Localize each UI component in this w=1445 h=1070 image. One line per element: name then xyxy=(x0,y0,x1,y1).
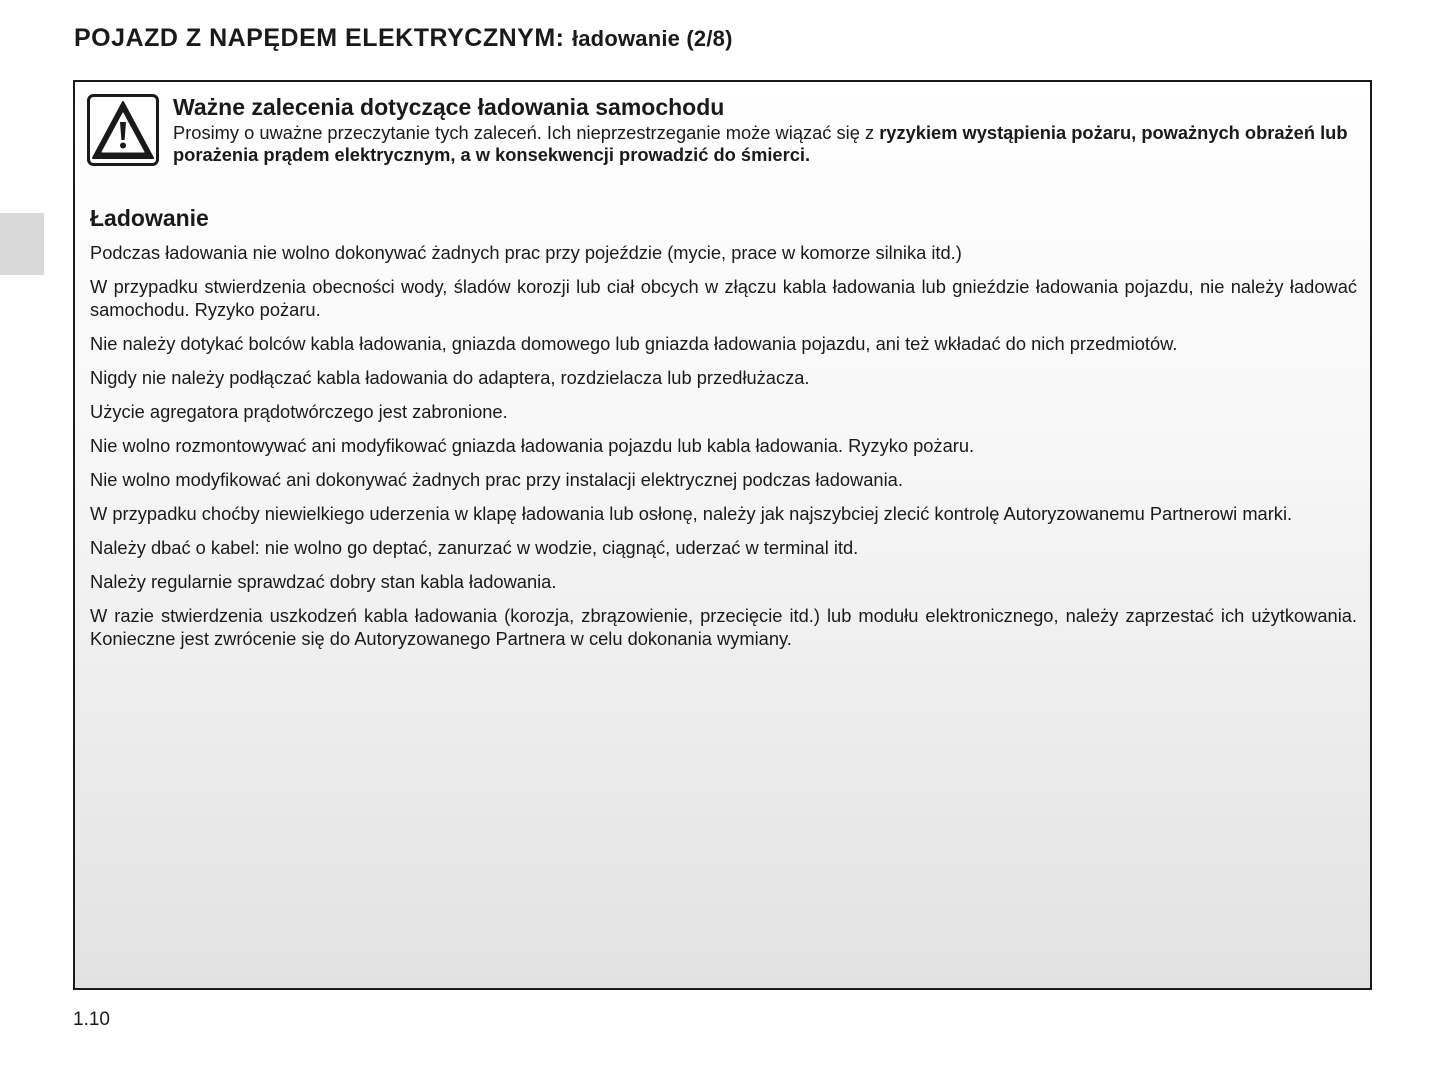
paragraph: Należy regularnie sprawdzać dobry stan kabla ładowania. xyxy=(90,571,557,592)
chapter-side-tab xyxy=(0,213,44,275)
paragraph: W przypadku stwierdzenia obecności wody, śladów korozji lub ciał obcych w złączu kabla ładowania lub gnieździe ładowania pojazdu, nie należy ładować samochodu. Ryzyko pożaru. xyxy=(90,276,1357,320)
page-title-sub: ładowanie (2/8) xyxy=(571,26,733,51)
page-title xyxy=(74,24,733,53)
paragraph: Nie wolno modyfikować ani dokonywać żadnych prac przy instalacji elektrycznej podczas ładowania. xyxy=(90,469,903,490)
warning-intro xyxy=(173,122,1359,166)
warning-title: Ważne zalecenia dotyczące ładowania samochodu xyxy=(173,94,725,120)
paragraph: Nigdy nie należy podłączać kabla ładowania do adaptera, rozdzielacza lub przedłużacza. xyxy=(90,367,810,388)
warning-intro-text: Prosimy o uważne przeczytanie tych zaleceń. Ich nieprzestrzeganie może wiązać się z xyxy=(173,122,880,143)
paragraph: W razie stwierdzenia uszkodzeń kabla ładowania (korozja, zbrązowienie, przecięcie itd.) lub modułu elektronicznego, należy zaprzestać ich użytkowania. Konieczne jest zwrócenie się do Autoryzowanego Partnera w celu dokonania wymiany. xyxy=(90,605,1357,649)
warning-triangle-icon xyxy=(87,94,159,166)
page-title-main: POJAZD Z NAPĘDEM ELEKTRYCZNYM: xyxy=(74,24,565,52)
paragraph: Podczas ładowania nie wolno dokonywać żadnych prac przy pojeździe (mycie, prace w komorze silnika itd.) xyxy=(90,242,962,263)
paragraph: W przypadku choćby niewielkiego uderzenia w klapę ładowania lub osłonę, należy jak najszybciej zlecić kontrolę Autoryzowanemu Partnerowi marki. xyxy=(90,503,1293,524)
paragraph-list xyxy=(90,241,1357,661)
paragraph: Nie wolno rozmontowywać ani modyfikować gniazda ładowania pojazdu lub kabla ładowania. Ryzyko pożaru. xyxy=(90,435,975,456)
warning-intro-emphasis: ryzykiem wystąpienia pożaru, poważnych obrażeń lub porażenia prądem elektrycznym, a w konsekwencji prowadzić do śmierci. xyxy=(173,122,1348,165)
paragraph: Użycie agregatora prądotwórczego jest zabronione. xyxy=(90,401,508,422)
paragraph: Należy dbać o kabel: nie wolno go deptać, zanurzać w wodzie, ciągnąć, uderzać w terminal itd. xyxy=(90,537,859,558)
section-title: Ładowanie xyxy=(90,205,209,231)
paragraph: Nie należy dotykać bolców kabla ładowania, gniazda domowego lub gniazda ładowania pojazdu, ani też wkładać do nich przedmiotów. xyxy=(90,333,1178,354)
page-number: 1.10 xyxy=(73,1009,110,1030)
warning-box xyxy=(73,80,1372,990)
